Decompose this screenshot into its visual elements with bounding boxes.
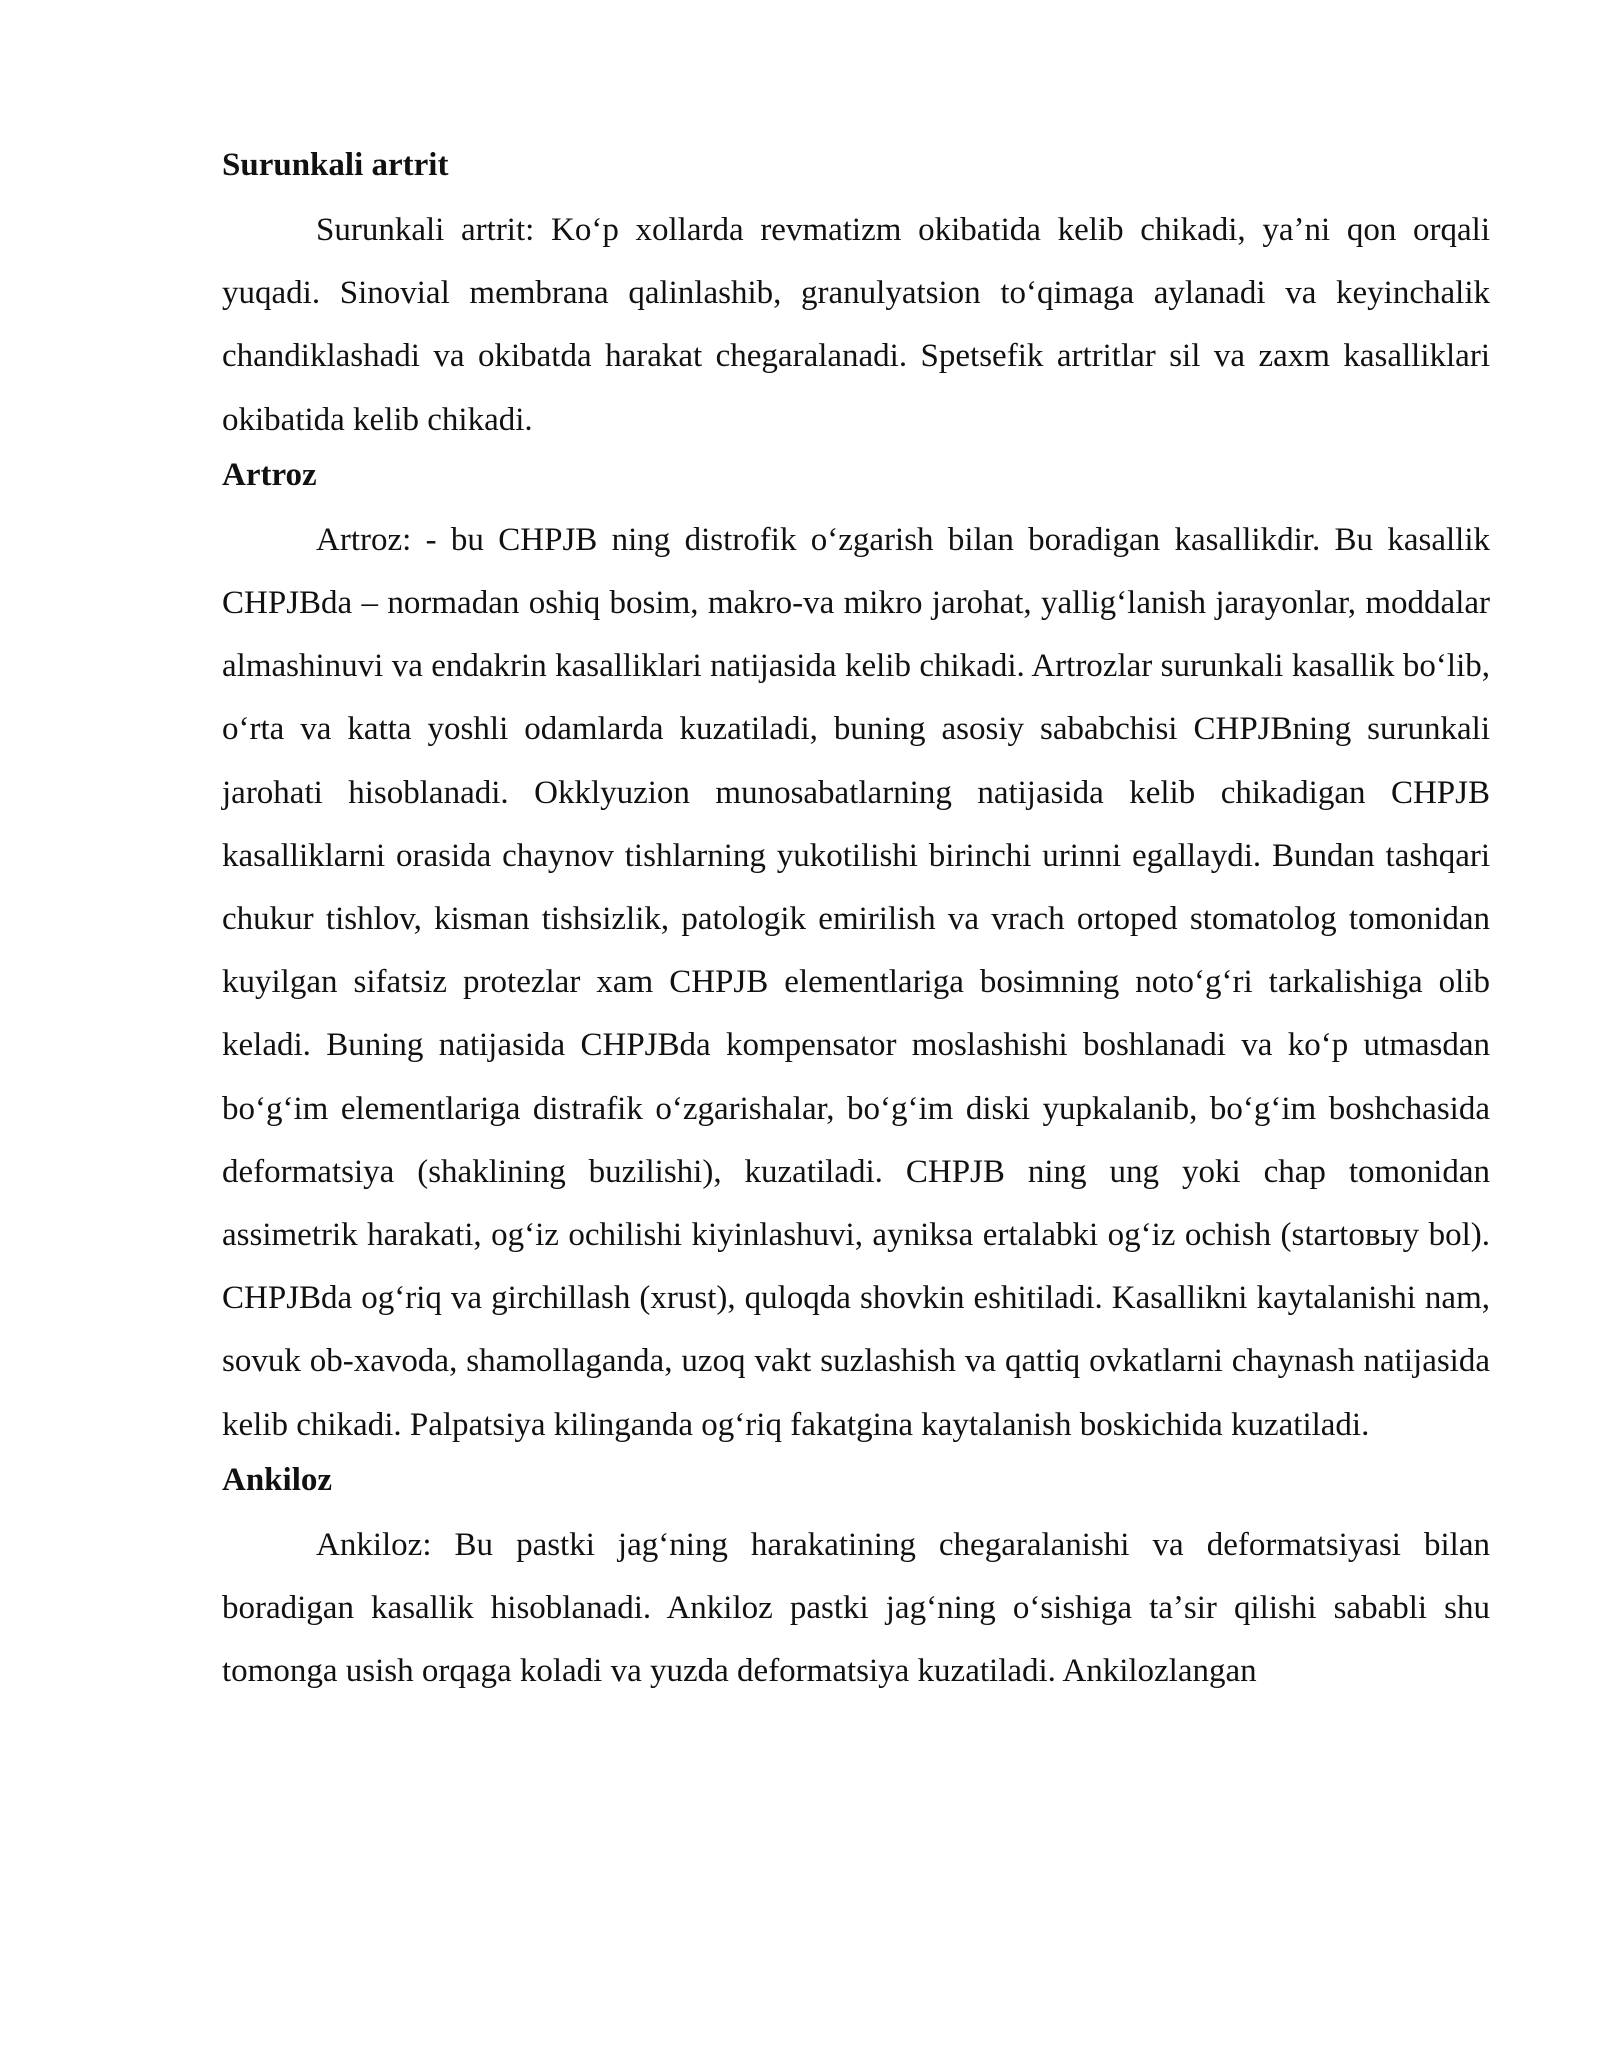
section-paragraph-ankylosis: Ankiloz: Bu pastki jagʻning harakatining chegaralanishi va deformatsiyasi bilan boradigan kasallik hisoblanadi. Ankiloz pastki jagʻning oʻsishiga taʼsir qilishi sababli shu tomonga usish orqaga koladi va yuzda deformatsiya kuzatiladi. Ankilozlangan (222, 1526, 1490, 1690)
section-paragraph-arthrosis: Artroz: - bu CHPJB ning distrofik oʻzgarish bilan boradigan kasallikdir. Bu kasallik CHPJBda – normadan oshiq bosim, makro-va mikro jarohat, yalligʻlanish jarayonlar, moddalar almashinuvi va endakrin kasalliklari natijasida kelib chikadi. Artrozlar surunkali kasallik boʻlib, oʻrta va katta yoshli odamlarda kuzatiladi, buning asosiy sababchisi CHPJBning surunkali jarohati hisoblanadi. Okklyuzion munosabatlarning natijasida kelib chikadigan CHPJB kasalliklarni orasida chaynov tishlarning yukotilishi birinchi urinni egallaydi. Bundan tashqari chukur tishlov, kisman tishsizlik, patologik emirilish va vrach ortoped stomatolog tomonidan kuyilgan sifatsiz protezlar xam CHPJB elementlariga bosimning notoʻgʻri tarkalishiga olib keladi. Buning natijasida CHPJBda kompensator moslashishi boshlanadi va koʻp utmasdan boʻgʻim elementlariga distrafik oʻzgarishalar, boʻgʻim diski yupkalanib, boʻgʻim boshchasida deformatsiya (shaklining buzilishi), kuzatiladi. CHPJB ning ung yoki chap tomonidan assimetrik harakati, ogʻiz ochilishi kiyinlashuvi, ayniksa ertalabki ogʻiz ochish (startовыу bol). CHPJBda ogʻriq va girchillash (xrust), quloqda shovkin eshitiladi. Kasallikni kaytalanishi nam, sovuk ob-xavoda, shamollaganda, uzoq vakt suzlashish va qattiq ovkatlarni chaynash natijasida kelib chikadi. Palpatsiya kilinganda ogʻriq fakatgina kaytalanish boskichida kuzatiladi. (222, 521, 1490, 1443)
section-paragraph-chronic-arthritis: Surunkali artrit: Koʻp xollarda revmatizm okibatida kelib chikadi, yaʼni qon orqali yuqadi. Sinovial membrana qalinlashib, granulyatsion toʻqimaga aylanadi va keyinchalik chandiklashadi va okibatda harakat chegaralanadi. Spetsefik artritlar sil va zaxm kasalliklari okibatida kelib chikadi. (222, 212, 1490, 438)
section-heading-chronic-arthritis: Surunkali artrit (222, 147, 449, 183)
section-heading-arthrosis: Artroz (222, 456, 317, 493)
section-heading-ankylosis: Ankiloz (222, 1461, 333, 1498)
document-page (222, 145, 1490, 1703)
